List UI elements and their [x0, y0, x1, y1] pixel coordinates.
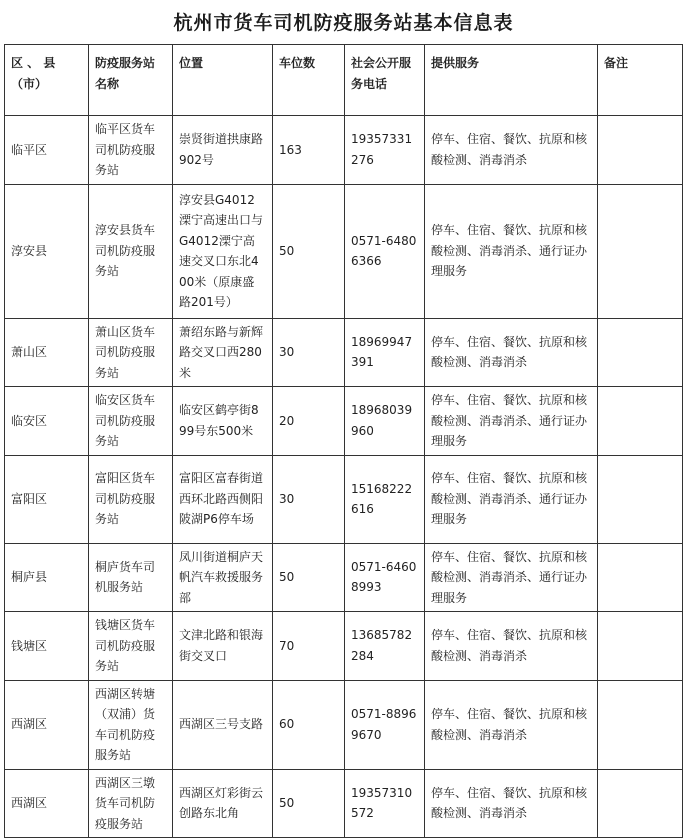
- cell-location: 临安区鹤亭街899号东500米: [173, 387, 273, 456]
- header-spaces: 车位数: [273, 45, 345, 116]
- cell-station: 临安区货车司机防疫服务站: [89, 387, 173, 456]
- cell-remarks: [598, 680, 683, 769]
- cell-location: 凤川街道桐庐天帆汽车救援服务部: [173, 543, 273, 612]
- cell-station: 萧山区货车司机防疫服务站: [89, 318, 173, 387]
- cell-location: 西湖区三号支路: [173, 680, 273, 769]
- cell-spaces: 50: [273, 769, 345, 838]
- cell-remarks: [598, 116, 683, 185]
- cell-spaces: 70: [273, 612, 345, 681]
- cell-district: 西湖区: [5, 769, 89, 838]
- cell-phone: 0571-64608993: [345, 543, 425, 612]
- cell-station: 临平区货车司机防疫服务站: [89, 116, 173, 185]
- cell-district: 临安区: [5, 387, 89, 456]
- cell-phone: 15168222616: [345, 455, 425, 543]
- cell-services: 停车、住宿、餐饮、抗原和核酸检测、消毒消杀、通行证办理服务: [425, 184, 598, 318]
- cell-remarks: [598, 184, 683, 318]
- cell-spaces: 60: [273, 680, 345, 769]
- cell-spaces: 163: [273, 116, 345, 185]
- cell-phone: 0571-88969670: [345, 680, 425, 769]
- cell-station: 桐庐货车司机服务站: [89, 543, 173, 612]
- cell-station: 西湖区转塘（双浦）货车司机防疫服务站: [89, 680, 173, 769]
- cell-services: 停车、住宿、餐饮、抗原和核酸检测、消毒消杀: [425, 116, 598, 185]
- cell-services: 停车、住宿、餐饮、抗原和核酸检测、消毒消杀: [425, 769, 598, 838]
- cell-spaces: 30: [273, 455, 345, 543]
- cell-phone: 18968039960: [345, 387, 425, 456]
- cell-services: 停车、住宿、餐饮、抗原和核酸检测、消毒消杀、通行证办理服务: [425, 455, 598, 543]
- cell-station: 富阳区货车司机防疫服务站: [89, 455, 173, 543]
- cell-district: 桐庐县: [5, 543, 89, 612]
- table-row: [5, 612, 683, 681]
- cell-spaces: 50: [273, 543, 345, 612]
- cell-phone: 13685782284: [345, 612, 425, 681]
- cell-location: 崇贤街道拱康路902号: [173, 116, 273, 185]
- table-row: [5, 387, 683, 456]
- header-phone: 社会公开服务电话: [345, 45, 425, 116]
- cell-location: 西湖区灯彩街云创路东北角: [173, 769, 273, 838]
- station-info-table: [4, 44, 683, 838]
- cell-phone: 19357331276: [345, 116, 425, 185]
- cell-district: 淳安县: [5, 184, 89, 318]
- table-row: [5, 184, 683, 318]
- cell-station: 西湖区三墩货车司机防疫服务站: [89, 769, 173, 838]
- table-row: [5, 680, 683, 769]
- cell-remarks: [598, 543, 683, 612]
- cell-remarks: [598, 769, 683, 838]
- header-location: 位置: [173, 45, 273, 116]
- cell-station: 淳安县货车司机防疫服务站: [89, 184, 173, 318]
- cell-phone: 0571-64806366: [345, 184, 425, 318]
- cell-location: 淳安县G4012溧宁高速出口与G4012溧宁高速交叉口东北400米（原康盛路201号）: [173, 184, 273, 318]
- header-remarks: 备注: [598, 45, 683, 116]
- page-title: 杭州市货车司机防疫服务站基本信息表: [173, 12, 514, 34]
- cell-station: 钱塘区货车司机防疫服务站: [89, 612, 173, 681]
- cell-district: 临平区: [5, 116, 89, 185]
- cell-services: 停车、住宿、餐饮、抗原和核酸检测、消毒消杀、通行证办理服务: [425, 543, 598, 612]
- table-row: [5, 318, 683, 387]
- cell-services: 停车、住宿、餐饮、抗原和核酸检测、消毒消杀、通行证办理服务: [425, 387, 598, 456]
- cell-services: 停车、住宿、餐饮、抗原和核酸检测、消毒消杀: [425, 318, 598, 387]
- cell-spaces: 50: [273, 184, 345, 318]
- cell-location: 萧绍东路与新辉路交叉口西280米: [173, 318, 273, 387]
- cell-spaces: 30: [273, 318, 345, 387]
- table-row: [5, 455, 683, 543]
- cell-remarks: [598, 318, 683, 387]
- cell-district: 钱塘区: [5, 612, 89, 681]
- cell-location: 文津北路和银海街交叉口: [173, 612, 273, 681]
- cell-services: 停车、住宿、餐饮、抗原和核酸检测、消毒消杀: [425, 612, 598, 681]
- table-header-row: [5, 45, 683, 116]
- cell-district: 萧山区: [5, 318, 89, 387]
- cell-remarks: [598, 612, 683, 681]
- cell-remarks: [598, 387, 683, 456]
- cell-services: 停车、住宿、餐饮、抗原和核酸检测、消毒消杀: [425, 680, 598, 769]
- table-row: [5, 543, 683, 612]
- cell-district: 富阳区: [5, 455, 89, 543]
- cell-phone: 18969947391: [345, 318, 425, 387]
- cell-remarks: [598, 455, 683, 543]
- table-row: [5, 116, 683, 185]
- cell-spaces: 20: [273, 387, 345, 456]
- table-row: [5, 769, 683, 838]
- cell-district: 西湖区: [5, 680, 89, 769]
- cell-location: 富阳区富春街道西环北路西侧阳陂湖P6停车场: [173, 455, 273, 543]
- header-station: 防疫服务站名称: [89, 45, 173, 116]
- header-services: 提供服务: [425, 45, 598, 116]
- header-district: 区 、 县（市）: [5, 45, 89, 116]
- cell-phone: 19357310572: [345, 769, 425, 838]
